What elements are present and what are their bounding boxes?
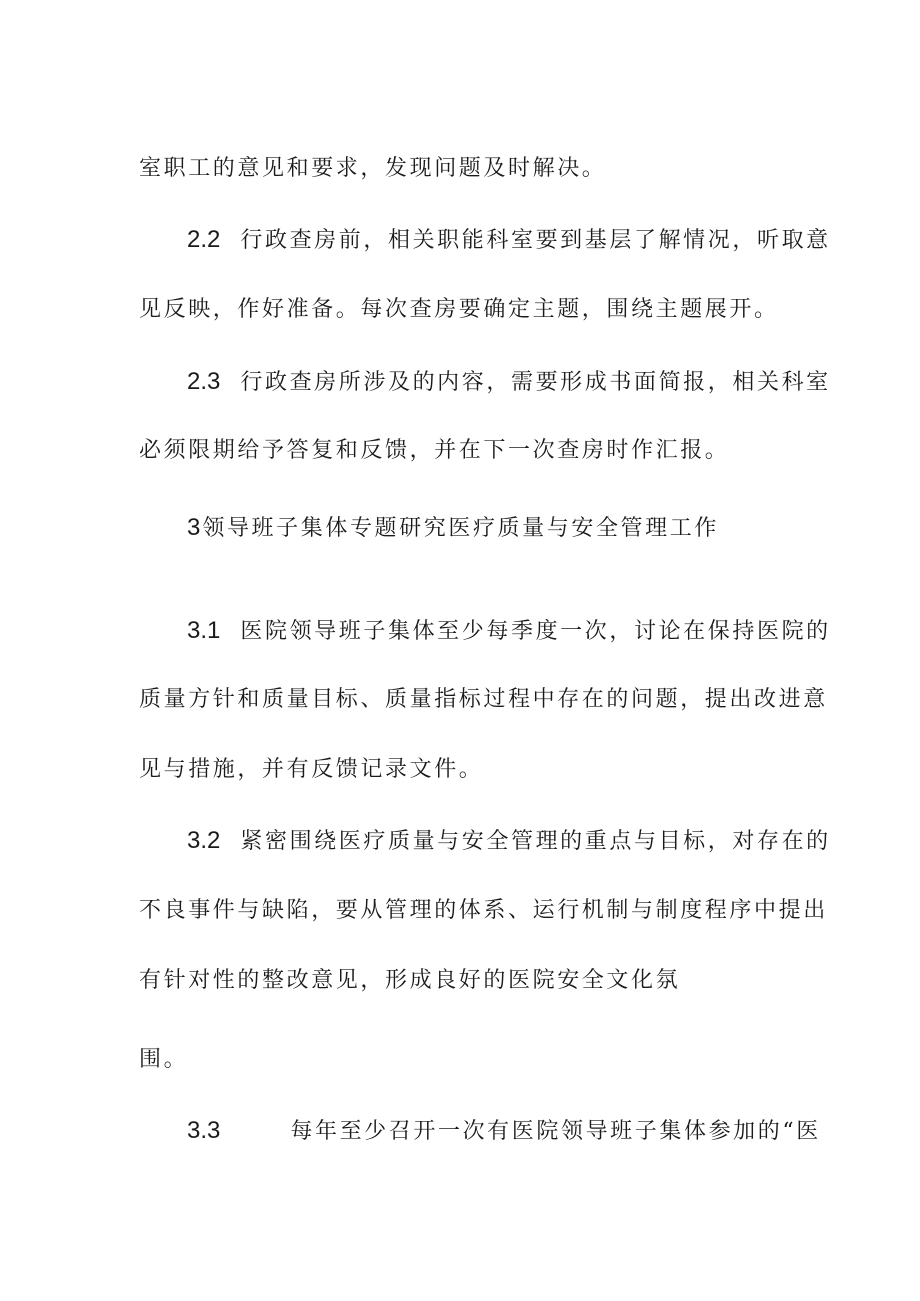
paragraph-line	[139, 755, 483, 785]
line-text: 见反映，作好准备。每次查房要确定主题，围绕主题展开。	[139, 297, 779, 322]
section-3-2-line	[187, 826, 831, 857]
section-number: 3.1	[187, 617, 221, 644]
paragraph-line	[139, 1045, 188, 1075]
paragraph-line	[139, 685, 828, 715]
line-text: 行政查房前，相关职能科室要到基层了解情况，听取意	[240, 228, 831, 253]
paragraph-line	[139, 295, 779, 325]
line-text: 必须限期给予答复和反馈，并在下一次查房时作汇报。	[139, 438, 730, 463]
section-2-2-line	[187, 225, 831, 256]
line-text: 紧密围绕医疗质量与安全管理的重点与目标，对存在的	[240, 829, 831, 854]
line-text: 室职工的意见和要求，发现问题及时解决。	[139, 156, 607, 181]
line-text: 见与措施，并有反馈记录文件。	[139, 757, 484, 782]
paragraph-line	[139, 154, 606, 184]
section-number: 2.3	[187, 368, 221, 395]
line-text: 行政查房所涉及的内容，需要形成书面简报，相关科室	[240, 370, 831, 395]
section-number: 3	[187, 514, 201, 541]
line-text: 质量方针和质量目标、质量指标过程中存在的问题，提出改进意	[139, 687, 828, 712]
section-2-3-line	[187, 367, 831, 398]
line-text: 每年至少召开一次有医院领导班子集体参加的“医	[290, 1119, 821, 1144]
paragraph-line	[139, 436, 729, 466]
section-3-3-line	[187, 1116, 821, 1147]
line-text: 不良事件与缺陷，要从管理的体系、运行机制与制度程序中提出	[139, 898, 828, 923]
line-text: 有针对性的整改意见，形成良好的医院安全文化氛	[139, 968, 681, 993]
section-number: 3.3	[187, 1117, 221, 1144]
paragraph-line	[139, 896, 828, 926]
line-text: 医院领导班子集体至少每季度一次，讨论在保持医院的	[240, 619, 831, 644]
line-text: 围。	[139, 1047, 189, 1072]
section-number: 2.2	[187, 226, 221, 253]
section-number: 3.2	[187, 827, 221, 854]
paragraph-line	[139, 966, 680, 996]
section-3-1-line	[187, 616, 831, 647]
heading-text: 领导班子集体专题研究医疗质量与安全管理工作	[202, 516, 719, 541]
section-3-heading	[187, 513, 719, 544]
